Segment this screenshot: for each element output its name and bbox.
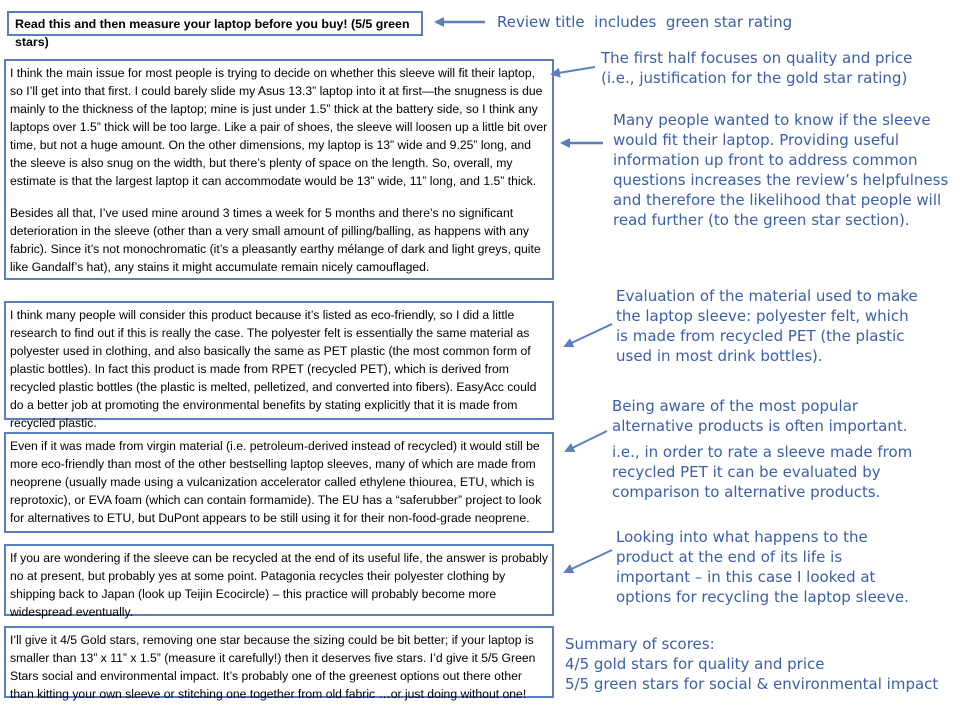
- paragraph-ratings: I’ll give it 4/5 Gold stars, removing one star because the sizing could be bit better; if your laptop is smaller than 13” x 11” x 1.5” (measure it carefully!) then it deserves five stars. I’d give it 5/5 Green Stars social and environmental impact. It’s probably one of the greenest options out there other than kitting your own sleeve or stitching one together from old fabric …or just doing without one!: [10, 633, 539, 701]
- note-alternatives-2: i.e., in order to rate a sleeve made from recycled PET it can be evaluated by comparison to alternative products.: [612, 443, 913, 501]
- review-title: Read this and then measure your laptop before you buy! (5/5 green stars): [7, 11, 423, 36]
- note-first-half: The first half focuses on quality and price (i.e., justification for the gold star rating): [601, 49, 913, 87]
- arrow-end-of-life: [565, 550, 612, 572]
- note-end-of-life: Looking into what happens to the product at the end of its life is important – in this case I looked at options for recycling the laptop sleeve.: [616, 528, 909, 606]
- paragraph-fit: I think the main issue for most people is trying to decide on whether this sleeve will fit their laptop, so I’ll get into that first. I could barely slide my Asus 13.3” laptop into it at first—the snugness is due mainly to the thickness of the laptop; mine is just under 1.5” thick at the battery side, so I think any laptops over 1.5” thick will be too large. Like a pair of shoes, the sleeve will loosen up a little bit over time, but not a huge amount. On the other dimensions, my laptop is 13” wide and 9.25” long, and the sleeve is also snug on the width, but there’s plenty of space on the length. So, overall, my estimate is that the largest laptop it can accommodate would be 13” wide, 11” long, and 1.5” thick.: [10, 66, 551, 188]
- paragraph-alternatives: Even if it was made from virgin material (i.e. petroleum-derived instead of recycled) it would still be more eco-friendly than most of the other bestselling laptop sleeves, many of which are made from neoprene (usually made using a vulcanization accelerator called ethylene thiourea, ETU, which is reprotoxic), or EVA foam (which can contain formamide). The EU has a “saferubber” project to look for alternatives to ETU, but DuPont appears to be still using it for their non-food-grade neoprene.: [10, 439, 545, 525]
- paragraph-end-of-life: If you are wondering if the sleeve can be recycled at the end of its useful life, the answer is probably no at present, but probably yes at some point. Patagonia recycles their polyester clothing by shipping back to Japan (look up Teijin Ecocircle) – this practice will probably become more widespread eventually.: [10, 551, 552, 619]
- note-fit-info: Many people wanted to know if the sleeve would fit their laptop. Providing useful information up front to address common questions increases the review’s helpfulness and therefore the likelihood that people will read further (to the green star section).: [613, 111, 949, 229]
- note-alternatives-1: Being aware of the most popular alternative products is often important.: [612, 397, 908, 435]
- arrow-first-half: [552, 67, 595, 74]
- note-title: Review title includes green star rating: [497, 13, 793, 31]
- arrow-alternatives: [566, 431, 607, 451]
- arrow-material: [565, 324, 612, 346]
- note-material: Evaluation of the material used to make the laptop sleeve: polyester felt, which is made from recycled PET (the plastic used in most drink bottles).: [616, 287, 918, 365]
- note-summary: Summary of scores: 4/5 gold stars for quality and price 5/5 green stars for social & environmental impact: [565, 635, 939, 693]
- paragraph-durability: Besides all that, I’ve used mine around 3 times a week for 5 months and there’s no significant deterioration in the sleeve (other than a very small amount of pilling/balling, as happens with any fabric). Since it’s not monochromatic (it’s a pleasantly earthy mélange of dark and light greys, quite like Gandalf’s hat), any stains it might accumulate remain nicely camouflaged.: [10, 206, 545, 274]
- paragraph-material: I think many people will consider this product because it’s listed as eco-friendly, so I did a little research to find out if this is really the case. The polyester felt is essentially the same material as polyester used in clothing, and also basically the same as PET plastic (the most common form of plastic bottles). In fact this product is made from RPET (recycled PET), which is derived from recycled plastic bottles (the plastic is melted, pelletized, and converted into fibers). EasyAcc could do a better job at promoting the environmental benefits by stating explicitly that it is made from recycled plastic.: [10, 308, 540, 430]
